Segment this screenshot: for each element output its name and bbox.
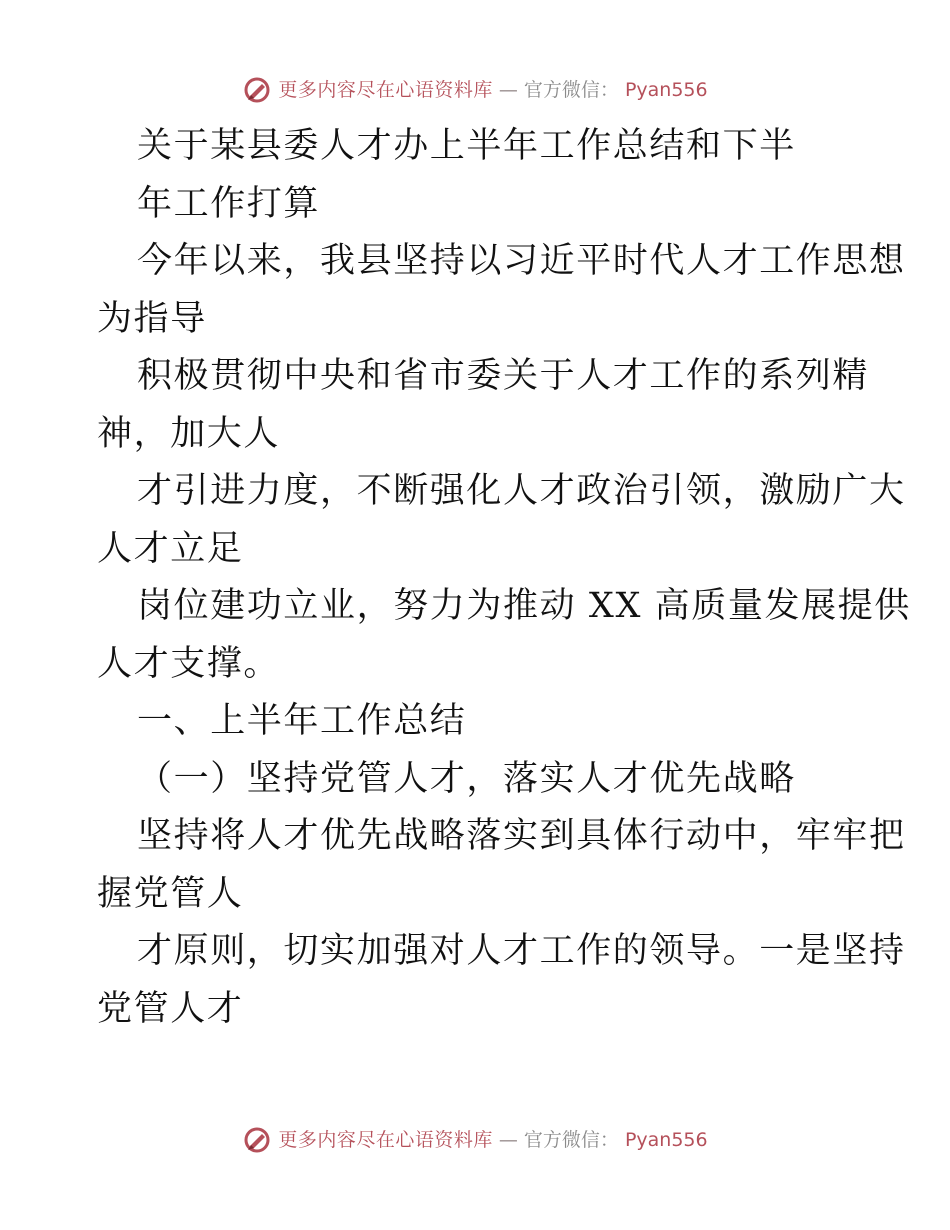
paragraph-1-line-1: 今年以来，我县坚持以习近平时代人才工作思想	[137, 241, 906, 281]
paragraph-3-line-2: 人才立足	[97, 528, 244, 569]
subsection-heading-1: （一）坚持党管人才，落实人才优先战略	[137, 758, 796, 799]
paragraph-4	[97, 578, 911, 693]
watermark-wechat-id: Pyan556	[624, 1129, 708, 1151]
paragraph-2	[97, 348, 870, 463]
paragraph-2-line-2: 神，加大人	[97, 413, 281, 454]
title-line-2: 年工作打算	[137, 183, 321, 224]
paragraph-2-line-1: 积极贯彻中央和省市委关于人才工作的系列精	[137, 356, 870, 396]
paragraph-5	[97, 808, 906, 923]
watermark-dash: —	[498, 1129, 518, 1151]
paragraph-3-line-1: 才引进力度，不断强化人才政治引领，激励广大	[137, 471, 906, 511]
footer-watermark	[0, 1126, 950, 1154]
paragraph-6-line-1: 才原则，切实加强对人才工作的领导。一是坚持	[137, 931, 906, 971]
pen-logo-icon	[242, 76, 272, 104]
watermark-dash: —	[498, 79, 518, 101]
paragraph-1	[97, 233, 906, 348]
header-watermark	[0, 76, 950, 104]
paragraph-4-line-2: 人才支撑。	[97, 643, 281, 684]
paragraph-5-line-1: 坚持将人才优先战略落实到具体行动中，牢牢把	[137, 816, 906, 856]
paragraph-4-line-1: 岗位建功立业，努力为推动 XX 高质量发展提供	[137, 586, 911, 626]
watermark-wechat-id: Pyan556	[624, 79, 708, 101]
watermark-wechat-label: 官方微信：	[523, 1129, 619, 1151]
document-title	[97, 118, 857, 233]
watermark-wechat-label: 官方微信：	[523, 79, 619, 101]
paragraph-1-line-2: 为指导	[97, 298, 207, 339]
document-body	[97, 118, 911, 1038]
watermark-brand: 更多内容尽在心语资料库	[278, 1129, 493, 1151]
paragraph-3	[97, 463, 906, 578]
pen-logo-icon	[242, 1126, 272, 1154]
paragraph-6-line-2: 党管人才	[97, 988, 244, 1029]
paragraph-6	[97, 923, 906, 1038]
title-line-1: 关于某县委人才办上半年工作总结和下半	[137, 126, 796, 166]
paragraph-5-line-2: 握党管人	[97, 873, 244, 914]
watermark-brand: 更多内容尽在心语资料库	[278, 79, 493, 101]
section-heading-1: 一、上半年工作总结	[137, 701, 467, 741]
